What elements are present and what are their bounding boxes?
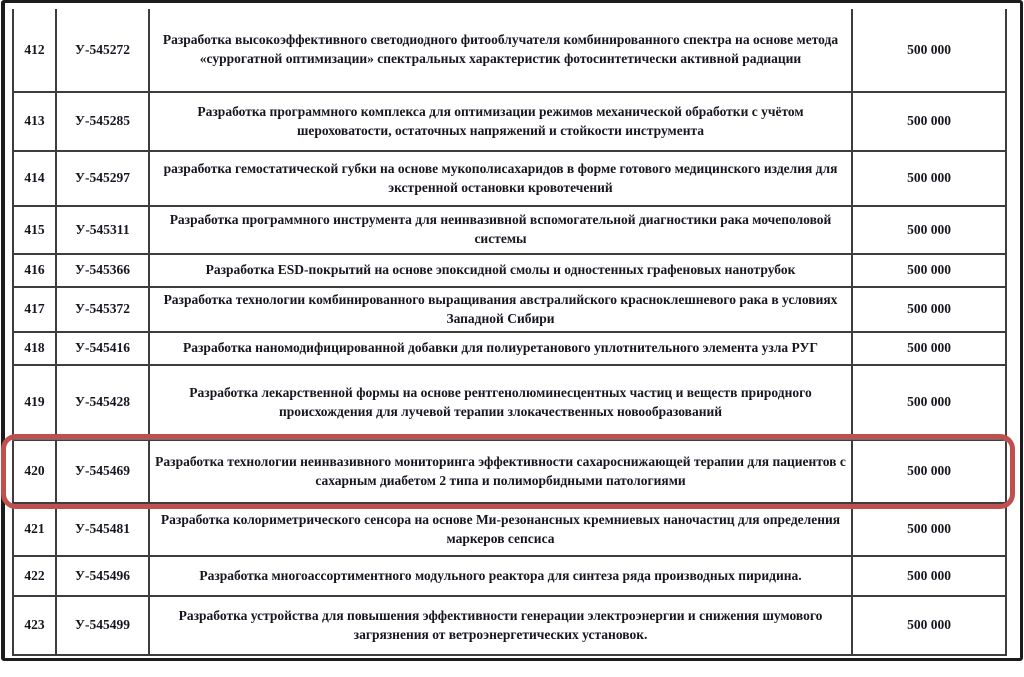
row-number-cell: 423 [13, 596, 56, 655]
project-title-cell: Разработка колориметрического сенсора на основе Ми-резонансных кремниевых наночастиц для определения маркеров сепсиса [149, 503, 852, 556]
row-number-cell: 421 [13, 503, 56, 556]
project-title-cell: Разработка ESD-покрытий на основе эпоксидной смолы и одностенных графеновых нанотрубок [149, 254, 852, 287]
table-row [13, 206, 1006, 254]
application-code-cell: У-545311 [56, 206, 149, 254]
project-title-cell: Разработка наномодифицированной добавки для полиуретанового уплотнительного элемента узла РУГ [149, 332, 852, 365]
application-code-cell: У-545496 [56, 556, 149, 596]
row-number-cell: 422 [13, 556, 56, 596]
amount-cell: 500 000 [852, 92, 1006, 151]
amount-cell: 500 000 [852, 206, 1006, 254]
project-title-cell: Разработка технологии неинвазивного мониторинга эффективности сахароснижающей терапии для пациентов с сахарным диабетом 2 типа и полиморбидными патологиями [149, 440, 852, 503]
table-row [13, 556, 1006, 596]
application-code-cell: У-545272 [56, 9, 149, 92]
row-number-cell: 416 [13, 254, 56, 287]
table-row [13, 151, 1006, 206]
row-number-cell: 420 [13, 440, 56, 503]
row-number-cell: 418 [13, 332, 56, 365]
table-row [13, 287, 1006, 332]
project-title-cell: Разработка программного инструмента для неинвазивной вспомогательной диагностики рака мочеполовой системы [149, 206, 852, 254]
table-row [13, 503, 1006, 556]
grants-table [12, 9, 1007, 656]
amount-cell: 500 000 [852, 440, 1006, 503]
project-title-cell: Разработка устройства для повышения эффективности генерации электроэнергии и снижения шумового загрязнения от ветроэнергетических установок. [149, 596, 852, 655]
application-code-cell: У-545499 [56, 596, 149, 655]
amount-cell: 500 000 [852, 365, 1006, 440]
row-number-cell: 412 [13, 9, 56, 92]
application-code-cell: У-545372 [56, 287, 149, 332]
table-row [13, 332, 1006, 365]
table-row [13, 254, 1006, 287]
application-code-cell: У-545469 [56, 440, 149, 503]
amount-cell: 500 000 [852, 556, 1006, 596]
project-title-cell: Разработка многоассортиментного модульного реактора для синтеза ряда производных пиридина. [149, 556, 852, 596]
project-title-cell: Разработка лекарственной формы на основе рентгенолюминесцентных частиц и веществ природного происхождения для лучевой терапии злокачественных новообразований [149, 365, 852, 440]
project-title-cell: Разработка программного комплекса для оптимизации режимов механической обработки с учётом шероховатости, остаточных напряжений и стойкости инструмента [149, 92, 852, 151]
row-number-cell: 417 [13, 287, 56, 332]
row-number-cell: 419 [13, 365, 56, 440]
row-number-cell: 415 [13, 206, 56, 254]
project-title-cell: Разработка высокоэффективного светодиодного фитооблучателя комбинированного спектра на основе метода «суррогатной оптимизации» спектральных характеристик фотосинтетически активной радиации [149, 9, 852, 92]
table-row [13, 440, 1006, 503]
amount-cell: 500 000 [852, 596, 1006, 655]
amount-cell: 500 000 [852, 503, 1006, 556]
amount-cell: 500 000 [852, 332, 1006, 365]
application-code-cell: У-545366 [56, 254, 149, 287]
row-number-cell: 414 [13, 151, 56, 206]
amount-cell: 500 000 [852, 151, 1006, 206]
amount-cell: 500 000 [852, 9, 1006, 92]
application-code-cell: У-545428 [56, 365, 149, 440]
application-code-cell: У-545481 [56, 503, 149, 556]
table-row [13, 365, 1006, 440]
project-title-cell: разработка гемостатической губки на основе мукополисахаридов в форме готового медицинского изделия для экстренной остановки кровотечений [149, 151, 852, 206]
table-row [13, 596, 1006, 655]
application-code-cell: У-545285 [56, 92, 149, 151]
table-row [13, 92, 1006, 151]
application-code-cell: У-545297 [56, 151, 149, 206]
row-number-cell: 413 [13, 92, 56, 151]
project-title-cell: Разработка технологии комбинированного выращивания австралийского красноклешневого рака в условиях Западной Сибири [149, 287, 852, 332]
table-row [13, 9, 1006, 92]
amount-cell: 500 000 [852, 287, 1006, 332]
amount-cell: 500 000 [852, 254, 1006, 287]
application-code-cell: У-545416 [56, 332, 149, 365]
